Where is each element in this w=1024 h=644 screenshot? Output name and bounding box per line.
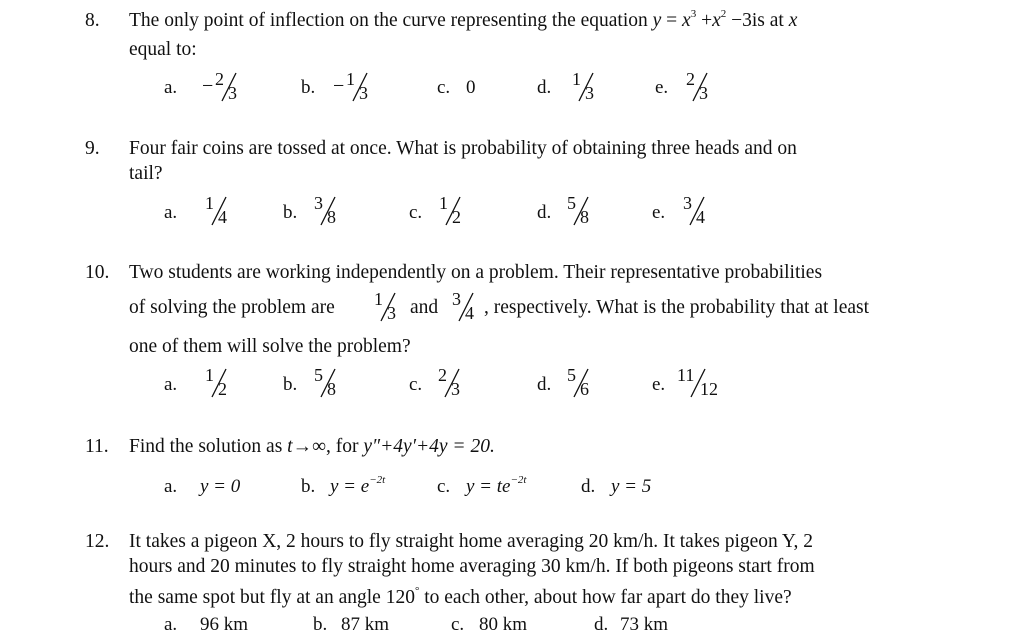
- question-text-part: to each other, about how far apart do they live?: [424, 587, 792, 608]
- equation-op: +: [701, 10, 713, 31]
- fraction-numerator: 1: [374, 289, 383, 309]
- choice-b-fraction: [313, 366, 343, 400]
- choice-label: b.: [283, 374, 298, 395]
- question-text-line-2: hours and 20 minutes to fly straight home averaging 30 km/h. If both pigeons start from: [129, 556, 815, 577]
- equation-term: −3: [731, 10, 752, 31]
- fraction-denominator: 2: [218, 379, 227, 399]
- question-text-line-2a: of solving the problem are: [129, 297, 335, 318]
- choice-d-value: y = 5: [611, 476, 652, 497]
- choice-label: a.: [164, 77, 178, 98]
- choice-label: d.: [594, 614, 609, 635]
- choice-c-fraction: [437, 366, 467, 400]
- inline-fraction-1: [373, 290, 403, 324]
- equation-var: y: [652, 10, 662, 31]
- choice-label: b.: [283, 202, 298, 223]
- fraction-numerator: 1: [439, 193, 448, 213]
- choice-label: a.: [164, 614, 178, 635]
- question-text-line-3: [129, 585, 792, 608]
- question-text-line-3: one of them will solve the problem?: [129, 336, 411, 357]
- choice-label: d.: [537, 374, 552, 395]
- choice-label: c.: [437, 476, 451, 497]
- question-number: 10.: [85, 262, 110, 283]
- angle-value: 120: [385, 587, 415, 608]
- choice-label: d.: [537, 77, 552, 98]
- choice-label: c.: [409, 202, 423, 223]
- fraction-numerator: 2: [438, 365, 447, 385]
- fraction-numerator: 2: [215, 69, 224, 89]
- choice-a-value: 96 km: [200, 614, 249, 635]
- choice-d-fraction: [571, 70, 601, 104]
- fraction-numerator: 5: [567, 365, 576, 385]
- choice-b-value: 87 km: [341, 614, 390, 635]
- choice-c-value: [466, 474, 527, 497]
- choice-label: b.: [313, 614, 328, 635]
- equation-exponent: 3: [690, 8, 697, 20]
- fraction-numerator: 2: [686, 69, 695, 89]
- choice-label: d.: [581, 476, 596, 497]
- fraction-sign: −: [333, 75, 345, 97]
- fraction-denominator: 3: [451, 379, 460, 399]
- choice-label: d.: [537, 202, 552, 223]
- choice-c-value: 0: [466, 77, 476, 98]
- fraction-numerator: 3: [314, 193, 323, 213]
- choice-d-value: 73 km: [620, 614, 669, 635]
- question-text-part: is at: [751, 10, 784, 31]
- choice-b-exponent: −2t: [369, 474, 386, 486]
- question-text-line-2c: , respectively. What is the probability that at least: [484, 297, 870, 318]
- equation: y″+4y′+4y = 20.: [363, 436, 495, 457]
- choice-label: a.: [164, 374, 178, 395]
- question-text-part: Find the solution as: [129, 436, 283, 457]
- fraction-denominator: 4: [218, 207, 227, 227]
- choice-label: c.: [409, 374, 423, 395]
- question-text-line-2: equal to:: [129, 39, 197, 60]
- equation-arrow: →∞: [292, 436, 326, 457]
- choice-e-fraction: [682, 194, 712, 228]
- fraction-denominator: 4: [696, 207, 705, 227]
- fraction-denominator: 2: [452, 207, 461, 227]
- fraction-numerator: 1: [205, 193, 214, 213]
- choice-b-fraction: [333, 69, 375, 104]
- question-number: 8.: [85, 10, 100, 31]
- fraction-numerator: 5: [567, 193, 576, 213]
- fraction-numerator: 1: [346, 69, 355, 89]
- equation-var: x: [712, 10, 721, 31]
- fraction-numerator: 11: [677, 365, 695, 385]
- question-number: 11.: [85, 436, 109, 457]
- fraction-denominator: 3: [585, 83, 594, 103]
- equation-var: x: [788, 10, 798, 31]
- choice-a-fraction: [204, 194, 234, 228]
- choice-label: e.: [652, 202, 666, 223]
- question-text: It takes a pigeon X, 2 hours to fly straight home averaging 20 km/h. It takes pigeon Y, 2: [129, 531, 813, 552]
- fraction-numerator: 5: [314, 365, 323, 385]
- choice-label: b.: [301, 476, 316, 497]
- question-number: 9.: [85, 138, 100, 159]
- fraction-numerator: 3: [683, 193, 692, 213]
- fraction-denominator: 12: [700, 379, 718, 399]
- fraction-denominator: 8: [327, 207, 336, 227]
- choice-b-value: [330, 474, 386, 497]
- fraction-denominator: 3: [387, 303, 396, 323]
- equation-var: x: [682, 10, 691, 31]
- fraction-denominator: 3: [699, 83, 708, 103]
- choice-c-text: y = te: [466, 476, 511, 497]
- choice-b-text: y = e: [330, 476, 370, 497]
- question-text-line-2: tail?: [129, 163, 163, 184]
- question-text: Four fair coins are tossed at once. What is probability of obtaining three heads and on: [129, 138, 797, 159]
- question-text: Two students are working independently on a problem. Their representative probabilities: [129, 262, 823, 283]
- choice-d-fraction: [566, 194, 596, 228]
- inline-fraction-2: [451, 290, 481, 324]
- fraction-denominator: 4: [465, 303, 474, 323]
- question-number: 12.: [85, 531, 110, 552]
- choice-b-fraction: [313, 194, 343, 228]
- choice-label: a.: [164, 476, 178, 497]
- question-text: [129, 8, 798, 31]
- question-text-part: the same spot but fly at an angle: [129, 587, 381, 608]
- choice-e-fraction: [676, 366, 716, 400]
- fraction-numerator: 1: [572, 69, 581, 89]
- fraction-denominator: 6: [580, 379, 589, 399]
- choice-label: c.: [451, 614, 465, 635]
- question-text-part: , for: [326, 436, 359, 457]
- equation-exponent: 2: [720, 8, 727, 20]
- choice-a-fraction: [204, 366, 234, 400]
- fraction-sign: −: [202, 75, 214, 97]
- choice-label: e.: [652, 374, 666, 395]
- equation-var: t: [287, 436, 293, 457]
- degree-symbol: °: [414, 585, 420, 597]
- choice-label: c.: [437, 77, 451, 98]
- choice-a-fraction: [202, 69, 244, 104]
- fraction-numerator: 3: [452, 289, 461, 309]
- question-text-part: The only point of inflection on the curve representing the equation: [129, 10, 648, 31]
- choice-label: e.: [655, 77, 669, 98]
- choice-label: b.: [301, 77, 316, 98]
- equation-op: =: [666, 10, 678, 31]
- fraction-denominator: 8: [580, 207, 589, 227]
- choice-label: a.: [164, 202, 178, 223]
- choice-e-fraction: [685, 70, 715, 104]
- question-text: [129, 437, 495, 457]
- choice-c-fraction: [438, 194, 468, 228]
- fraction-numerator: 1: [205, 365, 214, 385]
- choice-c-value: 80 km: [479, 614, 528, 635]
- choice-d-fraction: [566, 366, 596, 400]
- question-text-line-2b: and: [410, 297, 439, 318]
- fraction-denominator: 3: [359, 83, 368, 103]
- fraction-denominator: 3: [228, 83, 237, 103]
- choice-a-value: y = 0: [200, 476, 241, 497]
- choice-c-exponent: −2t: [510, 474, 527, 486]
- fraction-denominator: 8: [327, 379, 336, 399]
